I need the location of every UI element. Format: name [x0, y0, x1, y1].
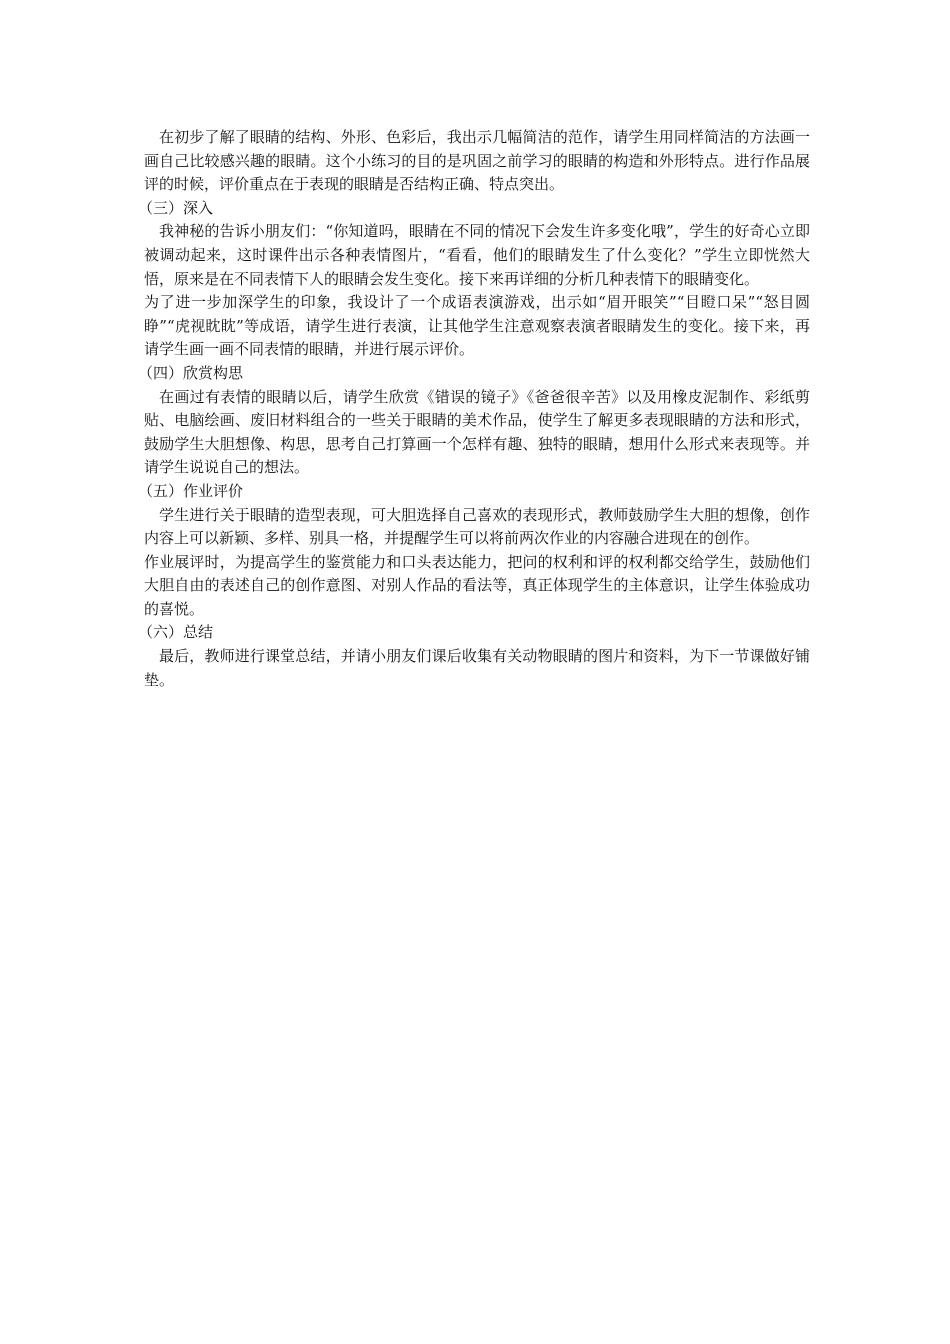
paragraph-expression-changes: 我神秘的告诉小朋友们：“你知道吗，眼睛在不同的情况下会发生许多变化哦”，学生的好奇心立即被调动起来，这时课件出示各种表情图片，“看看，他们的眼睛发生了什么变化？”学生立即恍然大悟，原来是在不同表情下人的眼睛会发生变化。接下来再详细的分析几种表情下的眼睛变化。 [144, 222, 810, 288]
section-heading-homework: （五）作业评价 [138, 481, 244, 500]
document-body [138, 126, 810, 692]
paragraph-summary: 最后，教师进行课堂总结，并请小朋友们课后收集有关动物眼睛的图片和资料，为下一节课做好铺垫。 [144, 647, 810, 689]
section-heading-summary: （六）总结 [138, 623, 214, 642]
paragraph-homework: 学生进行关于眼睛的造型表现，可大胆选择自己喜欢的表现形式，教师鼓励学生大胆的想像，创作内容上可以新颖、多样、别具一格，并提醒学生可以将前两次作业的内容融合进现在的创作。 [144, 505, 810, 548]
paragraph-idiom-game: 为了进一步加深学生的印象，我设计了一个成语表演游戏，出示如“眉开眼笑”“目瞪口呆”“怒目圆睁”“虎视眈眈”等成语，请学生进行表演，让其他学生注意观察表演者眼睛发生的变化。接下来，再请学生画一画不同表情的眼睛，并进行展示评价。 [144, 293, 810, 359]
paragraph-evaluation: 作业展评时，为提高学生的鉴赏能力和口头表达能力，把问的权利和评的权利都交给学生，鼓励他们大胆自由的表述自己的创作意图、对别人作品的看法等，真正体现学生的主体意识，让学生体验成功的喜悦。 [144, 552, 810, 618]
section-heading-deepen: （三）深入 [138, 198, 214, 217]
section-heading-appreciation: （四）欣赏构思 [138, 363, 244, 382]
paragraph-practice: 在初步了解了眼睛的结构、外形、色彩后，我出示几幅简洁的范作，请学生用同样简洁的方法画一画自己比较感兴趣的眼睛。这个小练习的目的是巩固之前学习的眼睛的构造和外形特点。进行作品展评的时候，评价重点在于表现的眼睛是否结构正确、特点突出。 [144, 128, 810, 194]
paragraph-appreciation: 在画过有表情的眼睛以后，请学生欣赏《错误的镜子》《爸爸很辛苦》以及用橡皮泥制作、彩纸剪贴、电脑绘画、废旧材料组合的一些关于眼睛的美术作品，使学生了解更多表现眼睛的方法和形式，鼓励学生大胆想像、构思，思考自己打算画一个怎样有趣、独特的眼睛，想用什么形式来表现等。并请学生说说自己的想法。 [144, 387, 810, 477]
